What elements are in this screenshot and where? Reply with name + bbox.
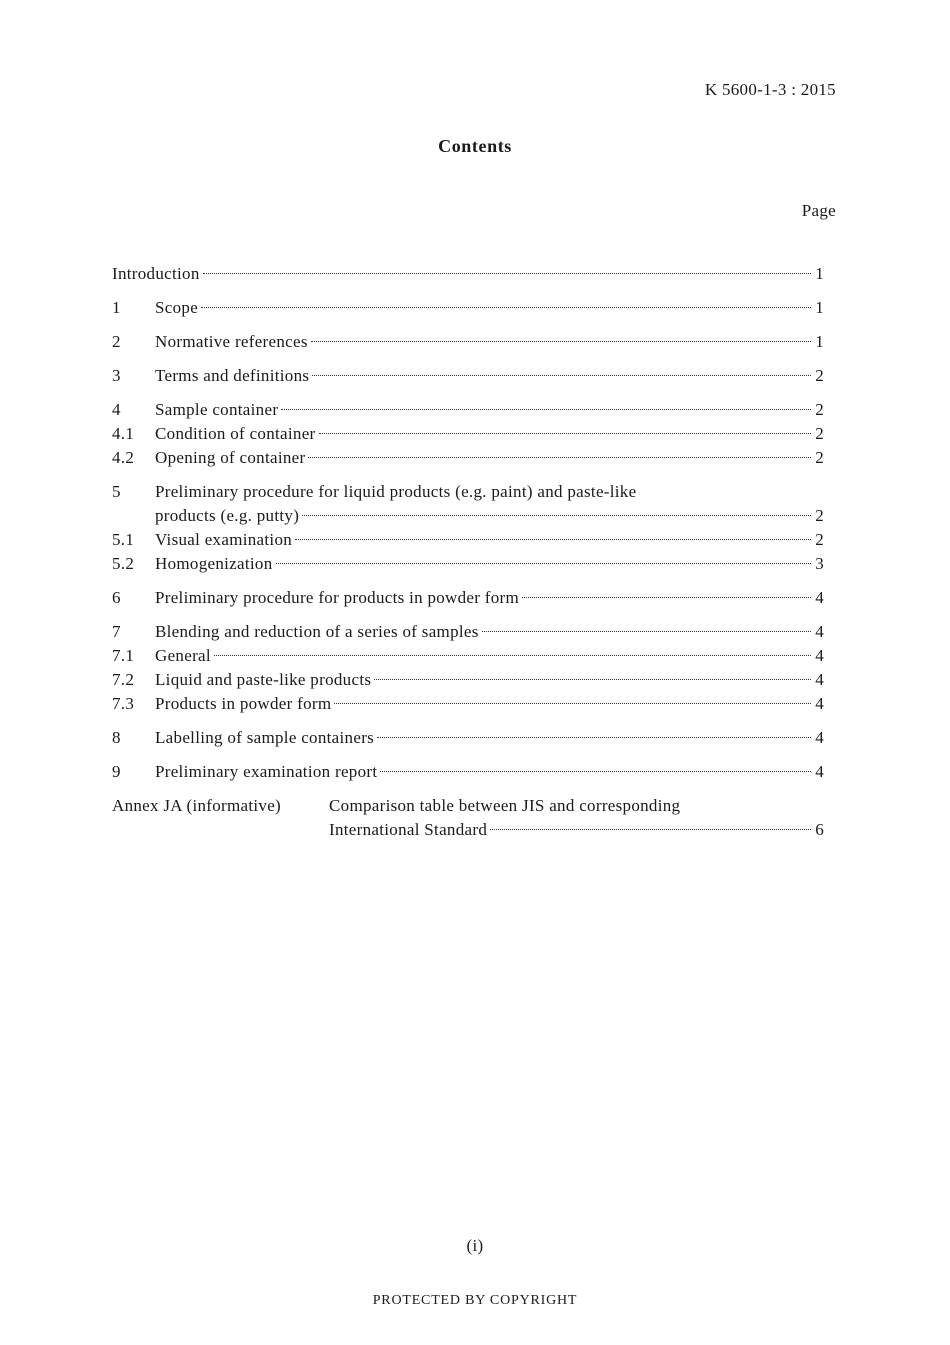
- page-title: Contents: [438, 136, 512, 156]
- toc-entry-text: Visual examination: [155, 530, 293, 549]
- toc-entry-number: 7.1: [112, 646, 135, 665]
- toc-entry-text: Sample container: [155, 400, 279, 419]
- dot-leader: [201, 307, 811, 308]
- toc-entry-number: 5.2: [112, 554, 135, 573]
- toc-entry-number: 7.2: [112, 670, 135, 689]
- toc-entry-5-2[interactable]: [112, 552, 824, 576]
- toc-entry-text: Blending and reduction of a series of samples: [155, 622, 479, 641]
- toc-entry-1[interactable]: [112, 296, 824, 320]
- toc-entry-text: Products in powder form: [155, 694, 332, 713]
- toc-entry-page: 4: [815, 762, 824, 781]
- dot-leader: [319, 433, 811, 434]
- dot-leader: [334, 703, 811, 704]
- toc-entry-text: Scope: [155, 298, 199, 317]
- toc-entry-2[interactable]: [112, 330, 824, 354]
- toc-entry-text: Preliminary procedure for products in powder form: [155, 588, 520, 607]
- page-column-label: Page: [801, 201, 836, 220]
- dot-leader: [312, 375, 811, 376]
- toc-entry-number: 3: [112, 366, 121, 385]
- toc-entry-4-1[interactable]: [112, 422, 824, 446]
- toc-entry-page: 2: [815, 448, 824, 467]
- toc-entry-6[interactable]: [112, 586, 824, 610]
- toc-entry-7-2[interactable]: [112, 668, 824, 692]
- toc-entry-page: 4: [815, 670, 824, 689]
- toc-entry-text: products (e.g. putty): [155, 506, 300, 525]
- dot-leader: [302, 515, 811, 516]
- toc-entry-text: Condition of container: [155, 424, 316, 443]
- annex-label: Annex JA (informative): [112, 796, 282, 815]
- toc-entry-text: Normative references: [155, 332, 308, 351]
- toc-entry-page: 4: [815, 694, 824, 713]
- toc-entry-introduction[interactable]: [112, 262, 824, 286]
- dot-leader: [276, 563, 811, 564]
- toc-entry-page: 1: [815, 332, 824, 351]
- toc-entry-page: 3: [815, 554, 824, 573]
- toc-entry-7-3[interactable]: [112, 692, 824, 716]
- toc-entry-4-2[interactable]: [112, 446, 824, 470]
- toc-entry-page: 2: [815, 424, 824, 443]
- dot-leader: [522, 597, 811, 598]
- toc-entry-page: 6: [815, 820, 824, 839]
- toc-entry-number: 8: [112, 728, 121, 747]
- toc-entry-3[interactable]: [112, 364, 824, 388]
- dot-leader: [295, 539, 811, 540]
- toc-entry-page: 2: [815, 530, 824, 549]
- toc-entry-text: Labelling of sample containers: [155, 728, 375, 747]
- toc-entry-text: Liquid and paste-like products: [155, 670, 372, 689]
- toc-entry-annex-ja[interactable]: [112, 794, 824, 818]
- toc-entry-page: 1: [815, 264, 824, 283]
- toc-entry-number: 7.3: [112, 694, 135, 713]
- toc-entry-text: Terms and definitions: [155, 366, 310, 385]
- toc-entry-page: 4: [815, 646, 824, 665]
- toc-entry-text: Introduction: [112, 264, 200, 283]
- toc-entry-7[interactable]: [112, 620, 824, 644]
- toc-entry-number: 5: [112, 482, 121, 501]
- toc-entry-number: 4.2: [112, 448, 135, 467]
- toc-entry-7-1[interactable]: [112, 644, 824, 668]
- toc-entry-page: 2: [815, 400, 824, 419]
- toc-entry-4[interactable]: [112, 398, 824, 422]
- dot-leader: [308, 457, 811, 458]
- toc-entry-page: 2: [815, 366, 824, 385]
- document-id: K 5600-1-3 : 2015: [704, 80, 836, 99]
- dot-leader: [281, 409, 811, 410]
- toc-entry-page: 1: [815, 298, 824, 317]
- toc-entry-text: Opening of container: [155, 448, 306, 467]
- toc-entry-text: Preliminary procedure for liquid products (e.g. paint) and paste-like: [155, 482, 637, 501]
- dot-leader: [377, 737, 811, 738]
- toc-entry-text: International Standard: [329, 820, 488, 839]
- toc-entry-text: Homogenization: [155, 554, 273, 573]
- dot-leader: [311, 341, 811, 342]
- dot-leader: [374, 679, 811, 680]
- dot-leader: [482, 631, 811, 632]
- toc-entry-5-continuation[interactable]: [112, 504, 824, 528]
- dot-leader: [380, 771, 811, 772]
- dot-leader: [214, 655, 811, 656]
- toc-entry-page: 4: [815, 728, 824, 747]
- toc-entry-5-1[interactable]: [112, 528, 824, 552]
- toc-entry-page: 4: [815, 622, 824, 641]
- dot-leader: [490, 829, 811, 830]
- toc-entry-number: 4.1: [112, 424, 135, 443]
- toc-entry-number: 2: [112, 332, 121, 351]
- toc-entry-page: 2: [815, 506, 824, 525]
- toc-entry-number: 7: [112, 622, 121, 641]
- toc-entry-text: Comparison table between JIS and corresponding: [329, 796, 681, 815]
- toc-entry-8[interactable]: [112, 726, 824, 750]
- toc-entry-number: 1: [112, 298, 121, 317]
- toc-entry-annex-ja-continuation[interactable]: [112, 818, 824, 842]
- toc-entry-page: 4: [815, 588, 824, 607]
- dot-leader: [203, 273, 811, 274]
- toc-entry-text: General: [155, 646, 211, 665]
- toc-entry-text: Preliminary examination report: [155, 762, 378, 781]
- toc-entry-number: 6: [112, 588, 121, 607]
- toc-entry-number: 9: [112, 762, 121, 781]
- toc-entry-number: 5.1: [112, 530, 135, 549]
- page-folio: (i): [466, 1236, 484, 1255]
- toc-entry-number: 4: [112, 400, 121, 419]
- toc-entry-9[interactable]: [112, 760, 824, 784]
- table-of-contents: [112, 262, 824, 842]
- toc-entry-5[interactable]: [112, 480, 824, 504]
- copyright-notice: PROTECTED BY COPYRIGHT: [372, 1293, 578, 1308]
